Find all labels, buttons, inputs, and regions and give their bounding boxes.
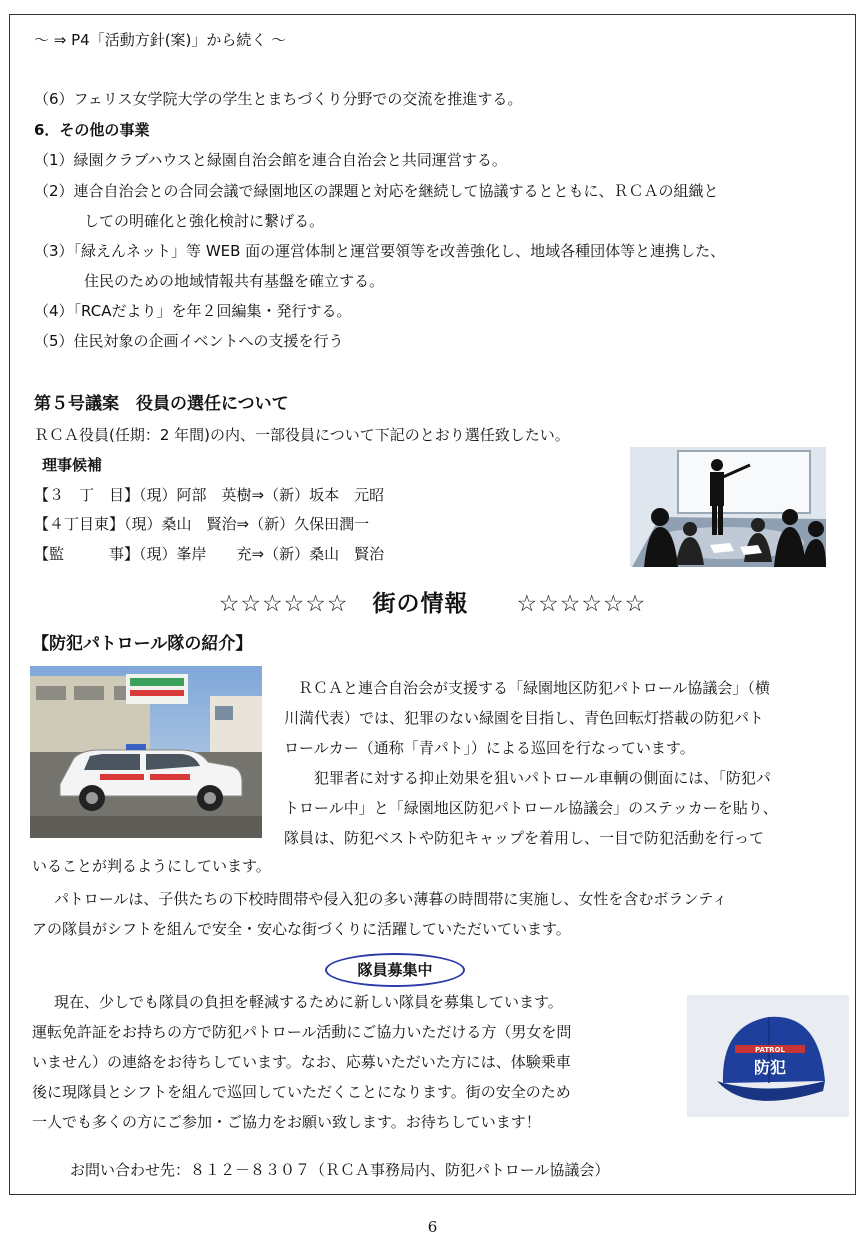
agenda5-intro: ＲＣＡ役員(任期：2 年間)の内、一部役員について下記のとおり選任致したい。 bbox=[34, 426, 570, 444]
section-6-title: 6．その他の事業 bbox=[34, 121, 150, 139]
text-line: いません）の連絡をお待ちしています。なお、応募いただいた方には、体験乗車 bbox=[32, 1053, 571, 1071]
patrol-heading: 【防犯パトロール隊の紹介】 bbox=[32, 634, 253, 654]
section-6-item: （4）「RCAだより」を年２回編集・発行する。 bbox=[34, 302, 352, 320]
meeting-illustration bbox=[630, 447, 826, 567]
text-line: 後に現隊員とシフトを組んで巡回していただくことになります。街の安全のため bbox=[32, 1083, 571, 1101]
activity-item-6: （6）フェリス女学院大学の学生とまちづくり分野での交流を推進する。 bbox=[34, 90, 523, 108]
text-line: ＲＣＡと連合自治会が支援する「緑園地区防犯パトロール協議会」（横 bbox=[298, 679, 770, 697]
text-line: 運転免許証をお持ちの方で防犯パトロール活動にご協力いただける方（男女を問 bbox=[32, 1023, 572, 1041]
text-line: 一人でも多くの方にご参加・ご協力をお願い致します。お待ちしています！ bbox=[32, 1113, 541, 1131]
continuation-note: ～ ⇒ P4「活動方針(案)」から続く ～ bbox=[34, 31, 287, 49]
section-6-item: （1）緑園クラブハウスと緑園自治会館を連合自治会と共同運営する。 bbox=[34, 151, 507, 169]
text-line: パトロールは、子供たちの下校時間帯や侵入犯の多い薄暮の時間帯に実施し、女性を含むボランティ bbox=[54, 890, 728, 908]
text-line: ロールカー（通称「青パト」）による巡回を行なっています。 bbox=[284, 739, 695, 757]
candidate-row: 【３ 丁 目】（現）阿部 英樹⇒（新）坂本 元昭 bbox=[34, 486, 385, 504]
recruit-paragraph bbox=[32, 987, 677, 1137]
candidate-row: 【監 事】（現）峯岸 充⇒（新）桑山 賢治 bbox=[34, 545, 385, 563]
text-line: アの隊員がシフトを組んで安全・安心な街づくりに活躍していただいています。 bbox=[32, 920, 571, 938]
candidate-row: 【４丁目東】（現）桑山 賢治⇒（新）久保田潤一 bbox=[34, 515, 370, 533]
section-6-item: しての明確化と強化検討に繋げる。 bbox=[84, 212, 325, 230]
text-line: 川満代表）では、犯罪のない緑園を目指し、青色回転灯搭載の防犯パト bbox=[284, 709, 764, 727]
cap-band-text: PATROL bbox=[755, 1046, 785, 1054]
recruit-badge: 隊員募集中 bbox=[325, 953, 465, 987]
text-line: 隊員は、防犯ベストや防犯キャップを着用し、一目で防犯活動を行って bbox=[284, 829, 765, 847]
section-6-item: （2）連合自治会との合同会議で緑園地区の課題と対応を継続して協議するとともに、ＲＣＡの組織と bbox=[34, 182, 719, 200]
agenda5-title: 第５号議案 役員の選任について bbox=[34, 394, 289, 414]
text-line: トロール中」と「緑園地区防犯パトロール協議会」のステッカーを貼り、 bbox=[284, 799, 778, 817]
patrol-paragraph-1 bbox=[284, 673, 849, 853]
cap-text: 防犯 bbox=[753, 1058, 787, 1077]
patrol-car-photo bbox=[30, 666, 262, 838]
page-number: 6 bbox=[427, 1218, 438, 1236]
text-line: 現在、少しでも隊員の負担を軽減するために新しい隊員を募集しています。 bbox=[54, 993, 563, 1011]
section-6-item: （5）住民対象の企画イベントへの支援を行う bbox=[34, 332, 344, 350]
text-line: 犯罪者に対する抑止効果を狙いパトロール車輌の側面には、「防犯パ bbox=[314, 769, 771, 787]
section-6-item: （3）「緑えんネット」等 WEB 面の運営体制と運営要領等を改善強化し、地域各種団体等と連携した、 bbox=[34, 242, 726, 260]
town-info-heading: ☆☆☆☆☆☆ 街の情報 ☆☆☆☆☆☆ bbox=[218, 591, 647, 617]
contact-info: お問い合わせ先：８１２－８３０７（ＲＣＡ事務局内、防犯パトロール協議会） bbox=[70, 1161, 610, 1179]
section-6-item: 住民のための地域情報共有基盤を確立する。 bbox=[84, 272, 385, 290]
patrol-cap-photo bbox=[687, 995, 849, 1117]
text-line: いることが判るようにしています。 bbox=[32, 857, 271, 875]
candidates-label: 理事候補 bbox=[42, 456, 103, 474]
patrol-paragraph-2 bbox=[32, 884, 847, 944]
